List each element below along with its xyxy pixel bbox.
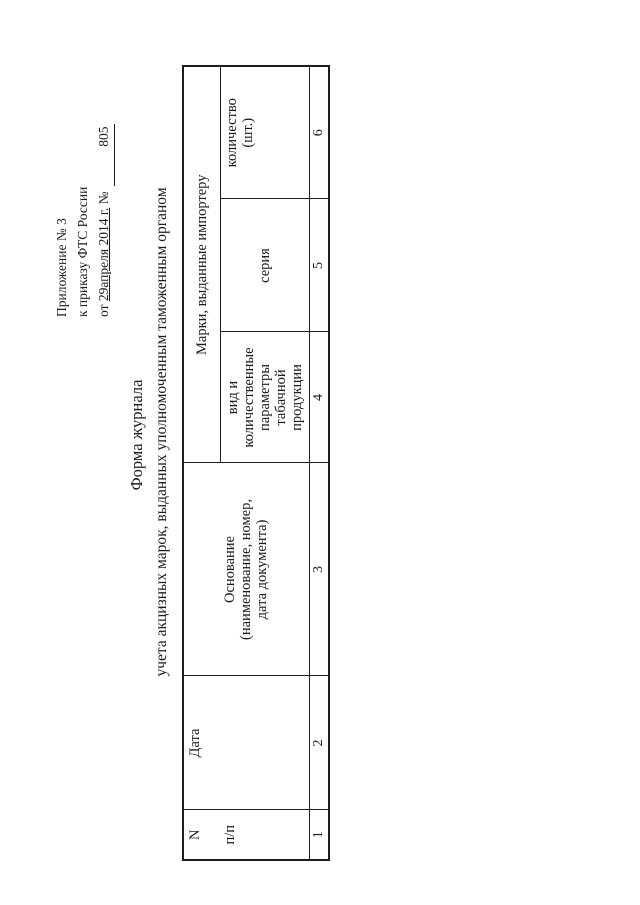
column-number-5: 5 bbox=[309, 199, 329, 332]
col-header-quantity-line1: количество bbox=[223, 98, 240, 168]
annex-order-number: 805 bbox=[96, 126, 111, 147]
annex-order-prefix: от bbox=[96, 304, 111, 317]
journal-form-table bbox=[182, 65, 330, 861]
col-header-quantity-line2: (шт.) bbox=[239, 117, 256, 148]
annex-line-2: к приказу ФТС России bbox=[75, 186, 90, 317]
col-header-kind-line3: параметры bbox=[256, 364, 273, 431]
col-header-npp bbox=[183, 810, 309, 860]
annex-order-date: 29апреля 2014 г. bbox=[96, 207, 111, 302]
col-header-series: серия bbox=[220, 199, 309, 332]
col-header-npp-line2: п/п bbox=[222, 824, 238, 845]
annex-number-blank bbox=[93, 125, 115, 187]
column-number-6: 6 bbox=[309, 66, 329, 199]
col-header-basis bbox=[183, 463, 309, 676]
column-number-1: 1 bbox=[309, 810, 329, 860]
col-header-npp-line1: N bbox=[187, 829, 203, 840]
annex-number-sign: № bbox=[96, 191, 111, 205]
group-header-stamps: Марки, выданные импортеру bbox=[183, 66, 220, 463]
col-header-kind-line5: продукции bbox=[288, 364, 305, 431]
col-header-kind bbox=[220, 332, 309, 463]
col-header-basis-line3: дата документа) bbox=[254, 519, 271, 620]
col-header-kind-line2: количественные bbox=[240, 347, 257, 448]
col-header-quantity bbox=[220, 66, 309, 199]
col-header-basis-line2: (наименование, номер, bbox=[238, 499, 255, 640]
col-header-kind-line1: вид и bbox=[224, 380, 241, 415]
col-header-kind-line4: табачной bbox=[272, 369, 289, 426]
column-number-3: 3 bbox=[309, 463, 329, 676]
column-number-2: 2 bbox=[309, 676, 329, 810]
col-header-date: Дата bbox=[183, 676, 309, 810]
column-number-4: 4 bbox=[309, 332, 329, 463]
page-title: Форма журнала bbox=[127, 379, 146, 491]
annex-line-3 bbox=[93, 125, 115, 318]
col-header-basis-line1: Основание bbox=[222, 536, 239, 603]
annex-line-1: Приложение № 3 bbox=[54, 218, 69, 317]
page-subtitle: учета акцизных марок, выданных уполномоченным таможенным органом bbox=[153, 187, 170, 677]
annex-block bbox=[51, 125, 115, 318]
